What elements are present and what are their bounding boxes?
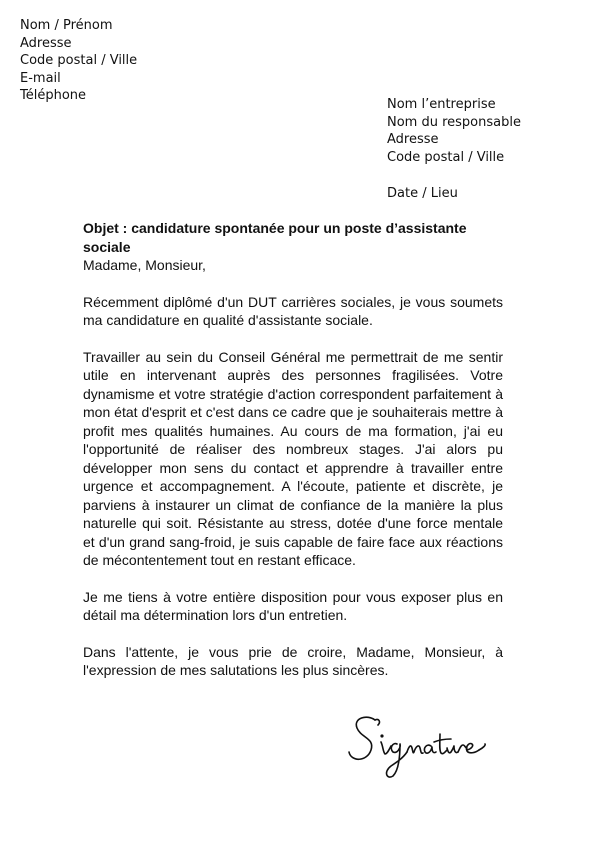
sender-block [20,17,137,105]
sender-email: E-mail [20,70,61,86]
sender-address: Adresse [20,35,72,51]
date-location: Date / Lieu [387,186,458,201]
letter-paragraph-motivation: Travailler au sein du Conseil Général me permettrait de me sentir utile en intervenant auprès des personnes fragilisées. Votre dynamisme et votre stratégie d'action correspondent parfaitement à mon état d'esprit et c'est dans ce cadre que je souhaiterais mettre à profit mes qualités humaines. Au cours de ma formation, j'ai eu l'opportunité de réaliser des nombreux stages. J'ai alors pu développer mon sens du contact et apprendre à travailler entre urgence et accompagnement. A l'écoute, patiente et discrète, je parviens à instaurer un climat de confiance de la manière la plus naturelle qui soit. Résistante au stress, dotée d'une force mentale et d'un grand sang-froid, je suis capable de faire face aux réactions de mécontentement tout en restant efficace. [83,348,503,568]
sender-postal-city: Code postal / Ville [20,53,138,69]
recipient-block [387,96,521,166]
letter-paragraph-intro: Récemment diplômé d'un DUT carrières sociales, je vous soumets ma candidature en qualité d'assistante sociale. [83,293,503,328]
recipient-postal-city: Code postal / Ville [387,149,505,165]
recipient-manager: Nom du responsable [387,114,521,130]
handwritten-signature-icon [345,712,495,782]
letter-salutation: Madame, Monsieur, [83,257,206,273]
letter-subject: Objet : candidature spontanée pour un poste d’assistante sociale [83,220,467,255]
sender-phone: Téléphone [20,88,87,104]
signature [345,712,495,782]
sender-name: Nom / Prénom [20,18,113,33]
recipient-address: Adresse [387,132,439,148]
recipient-company: Nom l’entreprise [387,97,496,112]
letter-paragraph-closing: Dans l'attente, je vous prie de croire, Madame, Monsieur, à l'expression de mes salutations les plus sincères. [83,643,503,678]
letter-paragraph-availability: Je me tiens à votre entière disposition pour vous exposer plus en détail ma détermination lors d'un entretien. [83,588,503,623]
letter-body [83,219,503,680]
